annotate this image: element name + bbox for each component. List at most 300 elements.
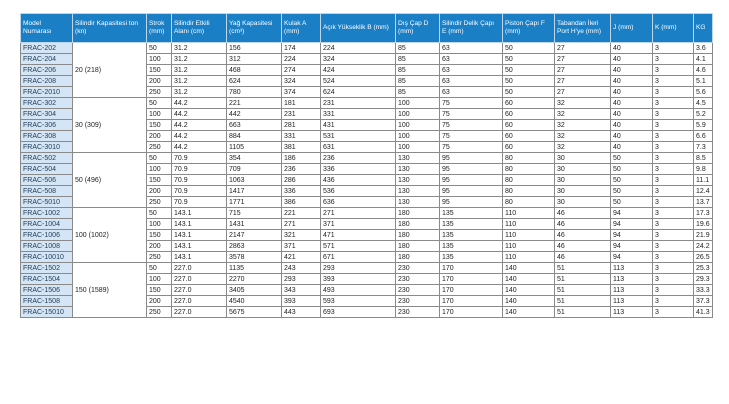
outer-dia-cell: 85 — [396, 76, 440, 87]
k-cell: 3 — [653, 296, 694, 307]
j-cell: 94 — [611, 252, 653, 263]
area-cell: 44.2 — [172, 131, 227, 142]
outer-dia-cell: 130 — [396, 153, 440, 164]
kg-cell: 24.2 — [694, 241, 713, 252]
kg-cell: 9.8 — [694, 164, 713, 175]
outer-dia-cell: 85 — [396, 65, 440, 76]
ear-a-cell: 336 — [282, 186, 321, 197]
piston-dia-cell: 80 — [503, 197, 555, 208]
oil-cell: 442 — [227, 109, 282, 120]
ear-a-cell: 274 — [282, 65, 321, 76]
bore-dia-cell: 170 — [440, 307, 503, 318]
open-height-cell: 431 — [321, 120, 396, 131]
area-cell: 70.9 — [172, 186, 227, 197]
bore-dia-cell: 170 — [440, 296, 503, 307]
k-cell: 3 — [653, 142, 694, 153]
oil-cell: 221 — [227, 98, 282, 109]
stroke-cell: 100 — [147, 219, 172, 230]
ear-a-cell: 181 — [282, 98, 321, 109]
piston-dia-cell: 60 — [503, 109, 555, 120]
outer-dia-cell: 85 — [396, 54, 440, 65]
area-cell: 227.0 — [172, 296, 227, 307]
bore-dia-cell: 135 — [440, 252, 503, 263]
k-cell: 3 — [653, 153, 694, 164]
kg-cell: 6.6 — [694, 131, 713, 142]
stroke-cell: 250 — [147, 87, 172, 98]
port-h-cell: 27 — [555, 43, 611, 54]
bore-dia-cell: 170 — [440, 274, 503, 285]
bore-dia-cell: 63 — [440, 54, 503, 65]
ear-a-cell: 231 — [282, 109, 321, 120]
area-cell: 44.2 — [172, 98, 227, 109]
area-cell: 227.0 — [172, 274, 227, 285]
kg-cell: 11.1 — [694, 175, 713, 186]
col-header-ear-a: Kulak A (mm) — [282, 14, 321, 43]
j-cell: 50 — [611, 164, 653, 175]
port-h-cell: 46 — [555, 252, 611, 263]
outer-dia-cell: 130 — [396, 175, 440, 186]
stroke-cell: 50 — [147, 153, 172, 164]
col-header-oil-capacity: Yağ Kapasitesi (cm³) — [227, 14, 282, 43]
bore-dia-cell: 75 — [440, 131, 503, 142]
port-h-cell: 27 — [555, 65, 611, 76]
outer-dia-cell: 100 — [396, 142, 440, 153]
model-cell: FRAC-1008 — [21, 241, 73, 252]
oil-cell: 156 — [227, 43, 282, 54]
kg-cell: 26.5 — [694, 252, 713, 263]
j-cell: 40 — [611, 76, 653, 87]
open-height-cell: 624 — [321, 87, 396, 98]
kg-cell: 12.4 — [694, 186, 713, 197]
oil-cell: 4540 — [227, 296, 282, 307]
capacity-group-cell: 20 (218) — [73, 43, 147, 98]
area-cell: 70.9 — [172, 175, 227, 186]
port-h-cell: 46 — [555, 219, 611, 230]
ear-a-cell: 236 — [282, 164, 321, 175]
j-cell: 50 — [611, 186, 653, 197]
bore-dia-cell: 135 — [440, 219, 503, 230]
port-h-cell: 51 — [555, 263, 611, 274]
stroke-cell: 250 — [147, 252, 172, 263]
area-cell: 227.0 — [172, 285, 227, 296]
port-h-cell: 32 — [555, 131, 611, 142]
oil-cell: 2863 — [227, 241, 282, 252]
j-cell: 40 — [611, 142, 653, 153]
bore-dia-cell: 170 — [440, 263, 503, 274]
ear-a-cell: 393 — [282, 296, 321, 307]
outer-dia-cell: 130 — [396, 164, 440, 175]
area-cell: 143.1 — [172, 230, 227, 241]
bore-dia-cell: 135 — [440, 230, 503, 241]
piston-dia-cell: 110 — [503, 241, 555, 252]
ear-a-cell: 174 — [282, 43, 321, 54]
kg-cell: 17.3 — [694, 208, 713, 219]
stroke-cell: 100 — [147, 109, 172, 120]
port-h-cell: 51 — [555, 274, 611, 285]
bore-dia-cell: 95 — [440, 153, 503, 164]
model-cell: FRAC-1504 — [21, 274, 73, 285]
kg-cell: 13.7 — [694, 197, 713, 208]
port-h-cell: 32 — [555, 109, 611, 120]
ear-a-cell: 371 — [282, 241, 321, 252]
area-cell: 143.1 — [172, 219, 227, 230]
table-row — [21, 153, 713, 164]
piston-dia-cell: 60 — [503, 120, 555, 131]
oil-cell: 312 — [227, 54, 282, 65]
bore-dia-cell: 95 — [440, 164, 503, 175]
area-cell: 31.2 — [172, 65, 227, 76]
open-height-cell: 524 — [321, 76, 396, 87]
outer-dia-cell: 85 — [396, 87, 440, 98]
bore-dia-cell: 75 — [440, 120, 503, 131]
j-cell: 94 — [611, 241, 653, 252]
table-row — [21, 43, 713, 54]
piston-dia-cell: 50 — [503, 65, 555, 76]
bore-dia-cell: 63 — [440, 87, 503, 98]
oil-cell: 624 — [227, 76, 282, 87]
j-cell: 94 — [611, 208, 653, 219]
stroke-cell: 250 — [147, 307, 172, 318]
ear-a-cell: 321 — [282, 230, 321, 241]
piston-dia-cell: 140 — [503, 285, 555, 296]
oil-cell: 354 — [227, 153, 282, 164]
port-h-cell: 30 — [555, 153, 611, 164]
model-cell: FRAC-206 — [21, 65, 73, 76]
port-h-cell: 46 — [555, 208, 611, 219]
outer-dia-cell: 230 — [396, 307, 440, 318]
stroke-cell: 250 — [147, 197, 172, 208]
k-cell: 3 — [653, 252, 694, 263]
outer-dia-cell: 180 — [396, 208, 440, 219]
model-cell: FRAC-202 — [21, 43, 73, 54]
open-height-cell: 371 — [321, 219, 396, 230]
area-cell: 31.2 — [172, 87, 227, 98]
k-cell: 3 — [653, 285, 694, 296]
area-cell: 44.2 — [172, 120, 227, 131]
oil-cell: 2147 — [227, 230, 282, 241]
j-cell: 40 — [611, 120, 653, 131]
outer-dia-cell: 180 — [396, 252, 440, 263]
model-cell: FRAC-3010 — [21, 142, 73, 153]
model-cell: FRAC-306 — [21, 120, 73, 131]
table-row — [21, 208, 713, 219]
k-cell: 3 — [653, 87, 694, 98]
model-cell: FRAC-1006 — [21, 230, 73, 241]
model-cell: FRAC-15010 — [21, 307, 73, 318]
model-cell: FRAC-1002 — [21, 208, 73, 219]
area-cell: 31.2 — [172, 76, 227, 87]
stroke-cell: 50 — [147, 43, 172, 54]
area-cell: 227.0 — [172, 263, 227, 274]
oil-cell: 709 — [227, 164, 282, 175]
port-h-cell: 27 — [555, 54, 611, 65]
col-header-piston-diameter-f: Piston Çapı F (mm) — [503, 14, 555, 43]
piston-dia-cell: 50 — [503, 87, 555, 98]
oil-cell: 3578 — [227, 252, 282, 263]
piston-dia-cell: 80 — [503, 175, 555, 186]
k-cell: 3 — [653, 219, 694, 230]
open-height-cell: 324 — [321, 54, 396, 65]
port-h-cell: 32 — [555, 120, 611, 131]
open-height-cell: 393 — [321, 274, 396, 285]
model-cell: FRAC-302 — [21, 98, 73, 109]
oil-cell: 3405 — [227, 285, 282, 296]
piston-dia-cell: 80 — [503, 164, 555, 175]
open-height-cell: 536 — [321, 186, 396, 197]
model-cell: FRAC-204 — [21, 54, 73, 65]
j-cell: 40 — [611, 131, 653, 142]
capacity-group-cell: 150 (1589) — [73, 263, 147, 318]
port-h-cell: 27 — [555, 87, 611, 98]
outer-dia-cell: 130 — [396, 186, 440, 197]
k-cell: 3 — [653, 186, 694, 197]
piston-dia-cell: 50 — [503, 54, 555, 65]
open-height-cell: 236 — [321, 153, 396, 164]
k-cell: 3 — [653, 65, 694, 76]
port-h-cell: 51 — [555, 296, 611, 307]
j-cell: 113 — [611, 285, 653, 296]
outer-dia-cell: 230 — [396, 296, 440, 307]
col-header-effective-area: Silindir Etkili Alanı (cm) — [172, 14, 227, 43]
model-cell: FRAC-304 — [21, 109, 73, 120]
ear-a-cell: 293 — [282, 274, 321, 285]
stroke-cell: 100 — [147, 54, 172, 65]
area-cell: 44.2 — [172, 109, 227, 120]
ear-a-cell: 281 — [282, 120, 321, 131]
kg-cell: 29.3 — [694, 274, 713, 285]
port-h-cell: 30 — [555, 175, 611, 186]
port-h-cell: 30 — [555, 186, 611, 197]
area-cell: 70.9 — [172, 197, 227, 208]
outer-dia-cell: 100 — [396, 98, 440, 109]
piston-dia-cell: 140 — [503, 307, 555, 318]
header-row — [21, 14, 713, 43]
piston-dia-cell: 110 — [503, 252, 555, 263]
piston-dia-cell: 140 — [503, 274, 555, 285]
j-cell: 113 — [611, 296, 653, 307]
table-row — [21, 263, 713, 274]
table-row — [21, 98, 713, 109]
outer-dia-cell: 100 — [396, 131, 440, 142]
outer-dia-cell: 180 — [396, 230, 440, 241]
bore-dia-cell: 135 — [440, 241, 503, 252]
port-h-cell: 30 — [555, 197, 611, 208]
open-height-cell: 693 — [321, 307, 396, 318]
ear-a-cell: 443 — [282, 307, 321, 318]
open-height-cell: 336 — [321, 164, 396, 175]
kg-cell: 4.6 — [694, 65, 713, 76]
j-cell: 40 — [611, 43, 653, 54]
bore-dia-cell: 95 — [440, 186, 503, 197]
oil-cell: 1417 — [227, 186, 282, 197]
k-cell: 3 — [653, 43, 694, 54]
ear-a-cell: 221 — [282, 208, 321, 219]
bore-dia-cell: 63 — [440, 76, 503, 87]
oil-cell: 884 — [227, 131, 282, 142]
model-cell: FRAC-1506 — [21, 285, 73, 296]
col-header-stroke: Strok (mm) — [147, 14, 172, 43]
piston-dia-cell: 60 — [503, 131, 555, 142]
col-header-outer-diameter-d: Dış Çap D (mm) — [396, 14, 440, 43]
bore-dia-cell: 75 — [440, 98, 503, 109]
kg-cell: 33.3 — [694, 285, 713, 296]
stroke-cell: 200 — [147, 296, 172, 307]
kg-cell: 25.3 — [694, 263, 713, 274]
col-header-capacity: Silindir Kapasitesi ton (kn) — [73, 14, 147, 43]
j-cell: 50 — [611, 153, 653, 164]
col-header-k: K (mm) — [653, 14, 694, 43]
outer-dia-cell: 100 — [396, 120, 440, 131]
oil-cell: 5675 — [227, 307, 282, 318]
open-height-cell: 636 — [321, 197, 396, 208]
k-cell: 3 — [653, 197, 694, 208]
kg-cell: 5.9 — [694, 120, 713, 131]
stroke-cell: 50 — [147, 208, 172, 219]
open-height-cell: 571 — [321, 241, 396, 252]
ear-a-cell: 343 — [282, 285, 321, 296]
open-height-cell: 593 — [321, 296, 396, 307]
port-h-cell: 27 — [555, 76, 611, 87]
stroke-cell: 150 — [147, 175, 172, 186]
kg-cell: 5.6 — [694, 87, 713, 98]
piston-dia-cell: 110 — [503, 208, 555, 219]
capacity-group-cell: 30 (309) — [73, 98, 147, 153]
model-cell: FRAC-504 — [21, 164, 73, 175]
k-cell: 3 — [653, 76, 694, 87]
model-cell: FRAC-5010 — [21, 197, 73, 208]
oil-cell: 468 — [227, 65, 282, 76]
open-height-cell: 471 — [321, 230, 396, 241]
area-cell: 143.1 — [172, 208, 227, 219]
stroke-cell: 100 — [147, 164, 172, 175]
kg-cell: 7.3 — [694, 142, 713, 153]
model-cell: FRAC-1004 — [21, 219, 73, 230]
open-height-cell: 271 — [321, 208, 396, 219]
model-cell: FRAC-1508 — [21, 296, 73, 307]
oil-cell: 715 — [227, 208, 282, 219]
j-cell: 40 — [611, 98, 653, 109]
ear-a-cell: 381 — [282, 142, 321, 153]
bore-dia-cell: 63 — [440, 65, 503, 76]
col-header-kg: KG — [694, 14, 713, 43]
stroke-cell: 100 — [147, 274, 172, 285]
j-cell: 40 — [611, 65, 653, 76]
k-cell: 3 — [653, 120, 694, 131]
ear-a-cell: 286 — [282, 175, 321, 186]
outer-dia-cell: 180 — [396, 241, 440, 252]
outer-dia-cell: 230 — [396, 285, 440, 296]
open-height-cell: 424 — [321, 65, 396, 76]
port-h-cell: 51 — [555, 285, 611, 296]
ear-a-cell: 386 — [282, 197, 321, 208]
area-cell: 143.1 — [172, 252, 227, 263]
bore-dia-cell: 63 — [440, 43, 503, 54]
j-cell: 94 — [611, 219, 653, 230]
area-cell: 31.2 — [172, 54, 227, 65]
oil-cell: 1063 — [227, 175, 282, 186]
oil-cell: 2270 — [227, 274, 282, 285]
ear-a-cell: 324 — [282, 76, 321, 87]
kg-cell: 19.6 — [694, 219, 713, 230]
outer-dia-cell: 180 — [396, 219, 440, 230]
oil-cell: 780 — [227, 87, 282, 98]
k-cell: 3 — [653, 307, 694, 318]
k-cell: 3 — [653, 109, 694, 120]
col-header-port-h: Tabandan İleri Port H'ye (mm) — [555, 14, 611, 43]
port-h-cell: 46 — [555, 230, 611, 241]
stroke-cell: 150 — [147, 65, 172, 76]
ear-a-cell: 271 — [282, 219, 321, 230]
kg-cell: 5.1 — [694, 76, 713, 87]
open-height-cell: 531 — [321, 131, 396, 142]
piston-dia-cell: 110 — [503, 219, 555, 230]
kg-cell: 4.1 — [694, 54, 713, 65]
stroke-cell: 50 — [147, 263, 172, 274]
j-cell: 50 — [611, 197, 653, 208]
col-header-bore-diameter-e: Silindir Delik Çapı E (mm) — [440, 14, 503, 43]
kg-cell: 41.3 — [694, 307, 713, 318]
spec-table — [20, 13, 713, 318]
col-header-model: Model Numarası — [21, 14, 73, 43]
piston-dia-cell: 60 — [503, 142, 555, 153]
port-h-cell: 32 — [555, 142, 611, 153]
piston-dia-cell: 80 — [503, 153, 555, 164]
j-cell: 94 — [611, 230, 653, 241]
open-height-cell: 436 — [321, 175, 396, 186]
bore-dia-cell: 95 — [440, 175, 503, 186]
kg-cell: 37.3 — [694, 296, 713, 307]
piston-dia-cell: 110 — [503, 230, 555, 241]
oil-cell: 1105 — [227, 142, 282, 153]
j-cell: 40 — [611, 54, 653, 65]
area-cell: 70.9 — [172, 153, 227, 164]
open-height-cell: 224 — [321, 43, 396, 54]
k-cell: 3 — [653, 164, 694, 175]
kg-cell: 21.9 — [694, 230, 713, 241]
outer-dia-cell: 230 — [396, 274, 440, 285]
oil-cell: 1431 — [227, 219, 282, 230]
kg-cell: 3.6 — [694, 43, 713, 54]
k-cell: 3 — [653, 274, 694, 285]
ear-a-cell: 243 — [282, 263, 321, 274]
k-cell: 3 — [653, 54, 694, 65]
open-height-cell: 331 — [321, 109, 396, 120]
kg-cell: 5.2 — [694, 109, 713, 120]
bore-dia-cell: 75 — [440, 142, 503, 153]
j-cell: 113 — [611, 274, 653, 285]
port-h-cell: 30 — [555, 164, 611, 175]
stroke-cell: 200 — [147, 131, 172, 142]
stroke-cell: 200 — [147, 76, 172, 87]
outer-dia-cell: 85 — [396, 43, 440, 54]
oil-cell: 1771 — [227, 197, 282, 208]
capacity-group-cell: 100 (1002) — [73, 208, 147, 263]
k-cell: 3 — [653, 241, 694, 252]
area-cell: 70.9 — [172, 164, 227, 175]
outer-dia-cell: 100 — [396, 109, 440, 120]
k-cell: 3 — [653, 263, 694, 274]
stroke-cell: 250 — [147, 142, 172, 153]
port-h-cell: 46 — [555, 241, 611, 252]
kg-cell: 8.5 — [694, 153, 713, 164]
open-height-cell: 671 — [321, 252, 396, 263]
model-cell: FRAC-506 — [21, 175, 73, 186]
outer-dia-cell: 230 — [396, 263, 440, 274]
ear-a-cell: 331 — [282, 131, 321, 142]
col-header-open-height-b: Açık Yükseklik B (mm) — [321, 14, 396, 43]
stroke-cell: 150 — [147, 230, 172, 241]
piston-dia-cell: 60 — [503, 98, 555, 109]
